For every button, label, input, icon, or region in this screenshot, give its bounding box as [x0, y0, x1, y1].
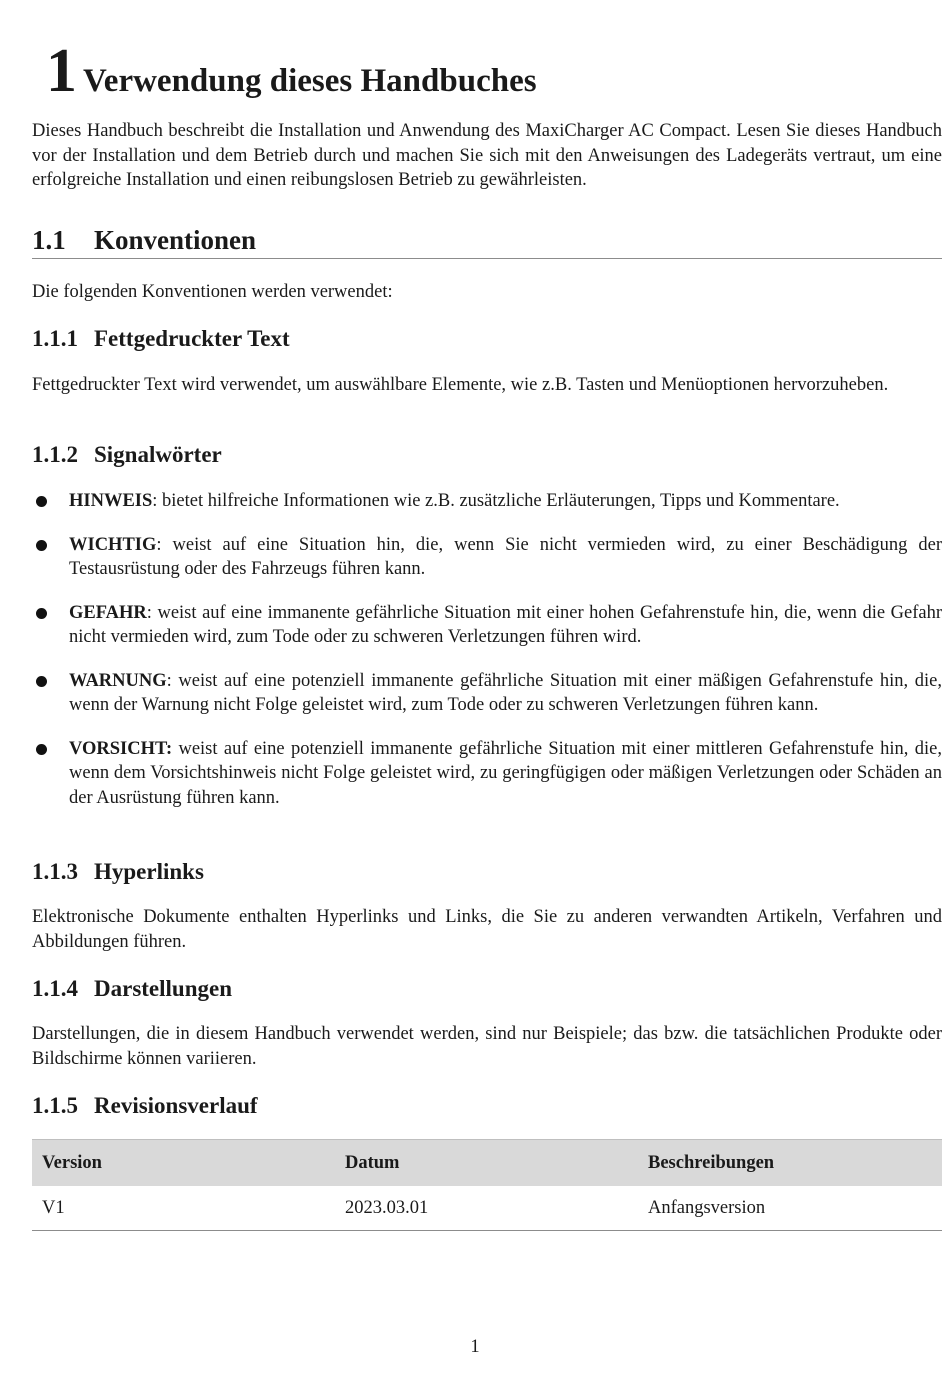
illustrations-paragraph: Darstellungen, die in diesem Handbuch verwendet werden, sind nur Beispiele; das bzw. die tatsächlichen Produkte oder Bildschirme können variieren.: [32, 1024, 942, 1069]
list-item: [32, 533, 942, 582]
list-item: [32, 489, 942, 514]
bullet-icon: [36, 676, 47, 687]
table-cell-version: V1: [32, 1186, 335, 1231]
section-title: Hyperlinks: [94, 859, 204, 884]
section-title: Revisionsverlauf: [94, 1093, 258, 1118]
signal-description: : bietet hilfreiche Informationen wie z.B. zusätzliche Erläuterungen, Tipps und Kommentare.: [152, 491, 840, 511]
chapter-title: Verwendung dieses Handbuches: [83, 63, 537, 99]
bold-text-paragraph: Fettgedruckter Text wird verwendet, um auswählbare Elemente, wie z.B. Tasten und Menüoptionen hervorzuheben.: [32, 375, 889, 395]
section-title: Fettgedruckter Text: [94, 326, 290, 351]
section-heading-1-1-2: [32, 441, 222, 469]
bullet-icon: [36, 540, 47, 551]
chapter-heading: [46, 37, 537, 105]
list-item: [32, 601, 942, 650]
revision-history-table: [32, 1139, 942, 1231]
section-title: Signalwörter: [94, 442, 222, 467]
conventions-intro: Die folgenden Konventionen werden verwendet:: [32, 282, 393, 302]
section-number: 1.1.3: [32, 859, 78, 884]
table-header-row: [32, 1140, 942, 1187]
table-cell-date: 2023.03.01: [335, 1186, 638, 1231]
table-cell-description: Anfangsversion: [638, 1186, 942, 1231]
signal-words-list: [32, 489, 942, 829]
signal-description: : weist auf eine immanente gefährliche Situation mit einer hohen Gefahrenstufe hin, die, wenn die Gefahr nicht vermieden wird, zum Tode oder zu schweren Verletzungen führen wird.: [69, 602, 942, 647]
table-row: [32, 1186, 942, 1231]
column-header-version: Version: [32, 1140, 335, 1187]
signal-description: : weist auf eine potenziell immanente gefährliche Situation mit einer mäßigen Gefahrenstufe hin, die, wenn der Warnung nicht Folge geleistet wird, zum Tode oder zu schweren Verletzungen führen kann.: [69, 670, 942, 715]
column-header-date: Datum: [335, 1140, 638, 1187]
signal-term: VORSICHT:: [69, 738, 173, 759]
signal-description: : weist auf eine Situation hin, die, wenn Sie nicht vermieden wird, zu einer Beschädigung der Testausrüstung oder des Fahrzeugs führen kann.: [69, 534, 942, 579]
section-title: Konventionen: [94, 225, 257, 255]
signal-term: WARNUNG: [69, 670, 167, 691]
list-item: [32, 669, 942, 718]
intro-paragraph: Dieses Handbuch beschreibt die Installation und Anwendung des MaxiCharger AC Compact. Lesen Sie dieses Handbuch vor der Installation und dem Betrieb durch und machen Sie sich mit den Anweisungen des Ladegeräts vertraut, um eine erfolgreiche Installation und einen reibungslosen Betrieb zu gewährleisten.: [32, 121, 942, 190]
page-number: 1: [470, 1337, 480, 1357]
column-header-descriptions: Beschreibungen: [638, 1140, 942, 1187]
section-number: 1.1.2: [32, 442, 78, 467]
bullet-icon: [36, 496, 47, 507]
section-number: 1.1: [32, 225, 66, 255]
section-number: 1.1.1: [32, 326, 78, 351]
bullet-icon: [36, 744, 47, 755]
signal-description: weist auf eine potenziell immanente gefährliche Situation mit einer mittleren Gefahrenstufe hin, die, wenn dem Vorsichtshinweis nicht Folge geleistet wird, zu geringfügigen oder mäßigen Verletzungen oder Schäden an der Ausrüstung führen kann.: [69, 738, 942, 808]
hyperlinks-paragraph: Elektronische Dokumente enthalten Hyperlinks und Links, die Sie zu anderen verwandten Artikeln, Verfahren und Abbildungen führen.: [32, 907, 942, 952]
section-heading-1-1-4: [32, 975, 232, 1003]
section-number: 1.1.4: [32, 976, 78, 1001]
section-number: 1.1.5: [32, 1093, 78, 1118]
list-item: [32, 737, 942, 811]
signal-term: HINWEIS: [69, 491, 153, 511]
signal-term: GEFAHR: [69, 602, 147, 623]
section-title: Darstellungen: [94, 976, 232, 1001]
chapter-number: 1: [46, 37, 77, 105]
section-heading-1-1-3: [32, 858, 204, 886]
section-heading-1-1-5: [32, 1092, 258, 1120]
signal-term: WICHTIG: [69, 534, 157, 555]
section-heading-1-1: [32, 224, 942, 259]
section-heading-1-1-1: [32, 325, 290, 353]
bullet-icon: [36, 608, 47, 619]
